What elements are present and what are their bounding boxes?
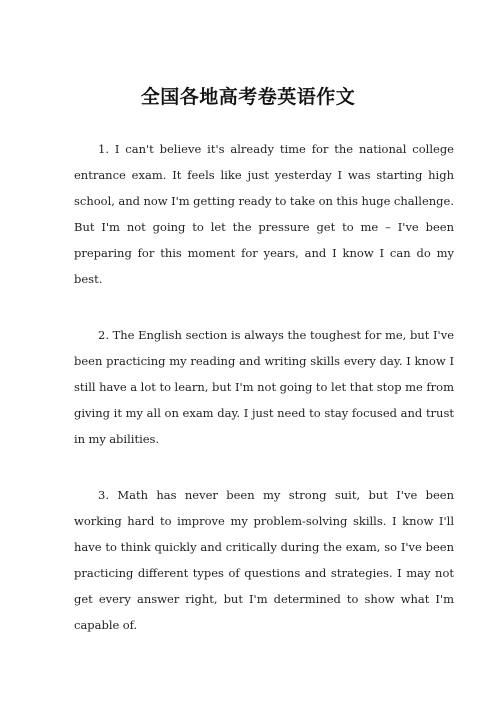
document-title: 全国各地高考卷英语作文 <box>140 86 356 108</box>
paragraph-3: 3. Math has never been my strong suit, but I've been working hard to improve my problem-solving skills. I know I'll have to think quickly and critically during the exam, so I've been practicing different types of questions and strategies. I may not get every answer right, but I'm determined to show what I'm capable of. <box>74 488 454 632</box>
document-body <box>74 136 454 668</box>
paragraph-1: 1. I can't believe it's already time for the national college entrance exam. It feels like just yesterday I was starting high school, and now I'm getting ready to take on this huge challenge. But I'm not going to let the pressure get to me – I've been preparing for this moment for years, and I know I can do my best. <box>74 142 454 286</box>
paragraph-2: 2. The English section is always the toughest for me, but I've been practicing my reading and writing skills every day. I know I still have a lot to learn, but I'm not going to let that stop me from giving it my all on exam day. I just need to stay focused and trust in my abilities. <box>74 328 454 446</box>
